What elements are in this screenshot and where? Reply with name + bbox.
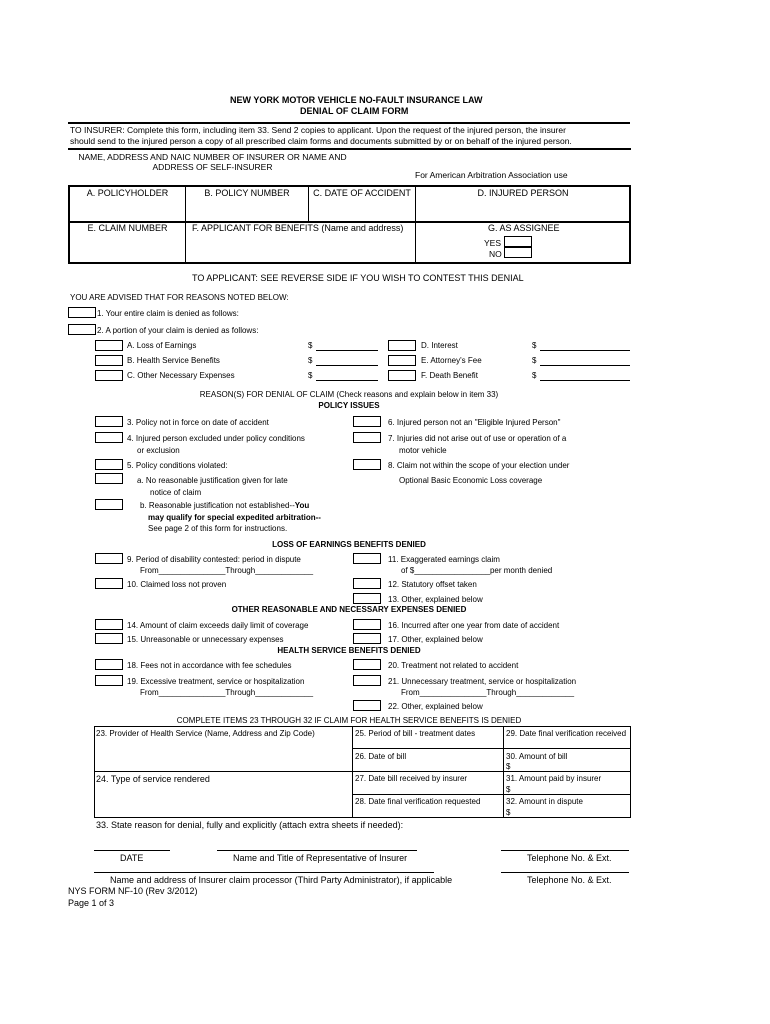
reason-5b-bold: You	[294, 501, 310, 510]
reason-8-label-2: Optional Basic Economic Loss coverage	[399, 476, 543, 485]
amount-in-dispute-field[interactable]: 32. Amount in dispute	[506, 797, 583, 806]
reason-5a-checkbox[interactable]	[95, 473, 123, 484]
form-subtitle: DENIAL OF CLAIM FORM	[300, 106, 409, 116]
reason-19-label: 19. Excessive treatment, service or hospitalization	[127, 677, 305, 686]
reason-5b-label	[140, 501, 309, 510]
telephone-label: Telephone No. & Ext.	[527, 853, 612, 863]
reason-5-label: 5. Policy conditions violated:	[127, 461, 228, 470]
page-number: Page 1 of 3	[68, 898, 115, 908]
policy-issues-heading: POLICY ISSUES	[318, 401, 380, 410]
grid-col	[415, 185, 416, 221]
reason-20-label: 20. Treatment not related to accident	[388, 661, 519, 670]
reason-12-checkbox[interactable]	[353, 578, 381, 589]
reason-22-checkbox[interactable]	[353, 700, 381, 711]
amount-line[interactable]	[316, 380, 378, 381]
reason-5b-text: b. Reasonable justification not established--	[140, 501, 295, 510]
complete-items-heading: COMPLETE ITEMS 23 THROUGH 32 IF CLAIM FOR HEALTH SERVICE BENEFITS IS DENIED	[176, 716, 522, 725]
reason-21-period[interactable]: From_______________Through_____________	[401, 688, 575, 697]
dollar-sign: $	[532, 341, 537, 350]
reason-6-label: 6. Injured person not an "Eligible Injured Person"	[388, 418, 561, 427]
reason-5a-label-2: notice of claim	[150, 488, 202, 497]
reason-14-label: 14. Amount of claim exceeds daily limit of coverage	[127, 621, 309, 630]
dollar-sign: $	[532, 371, 537, 380]
dollar-sign: $	[532, 356, 537, 365]
dollar-sign: $	[308, 341, 313, 350]
reason-16-checkbox[interactable]	[353, 619, 381, 630]
amount-line[interactable]	[316, 350, 378, 351]
amount-line[interactable]	[540, 365, 630, 366]
assignee-yes-checkbox[interactable]	[504, 236, 532, 247]
type-of-service-field[interactable]: 24. Type of service rendered	[96, 774, 210, 784]
tpa-telephone-label: Telephone No. & Ext.	[527, 875, 612, 885]
reason-5-checkbox[interactable]	[95, 459, 123, 470]
reason-14-checkbox[interactable]	[95, 619, 123, 630]
death-benefit-label: F. Death Benefit	[421, 371, 478, 380]
death-benefit-checkbox[interactable]	[388, 370, 416, 381]
insurer-instructions-2: should send to the injured person a copy of all prescribed claim forms and documents submitted by or on behalf of the injured person.	[70, 136, 572, 146]
reason-18-checkbox[interactable]	[95, 659, 123, 670]
reasons-heading: REASON(S) FOR DENIAL OF CLAIM (Check reasons and explain below in item 33)	[199, 390, 499, 399]
table-row-line	[352, 748, 631, 749]
reason-3-checkbox[interactable]	[95, 416, 123, 427]
assignee-label: G. AS ASSIGNEE	[488, 223, 560, 233]
reason-15-label: 15. Unreasonable or unnecessary expenses	[127, 635, 284, 644]
attorney-fee-label: E. Attorney's Fee	[421, 356, 482, 365]
reason-11-checkbox[interactable]	[353, 553, 381, 564]
grid-col	[185, 221, 186, 264]
injured-person-field[interactable]: D. INJURED PERSON	[477, 188, 569, 198]
reason-20-checkbox[interactable]	[353, 659, 381, 670]
reason-18-label: 18. Fees not in accordance with fee schedules	[127, 661, 292, 670]
insurer-label-line1: NAME, ADDRESS AND NAIC NUMBER OF INSURER OR NAME AND	[78, 152, 347, 162]
divider	[68, 122, 630, 124]
reason-13-checkbox[interactable]	[353, 593, 381, 604]
form-number: NYS FORM NF-10 (Rev 3/2012)	[68, 886, 198, 896]
provider-field[interactable]: 23. Provider of Health Service (Name, Address and Zip Code)	[96, 729, 315, 738]
portion-claim-label: 2. A portion of your claim is denied as follows:	[97, 326, 259, 335]
reason-6-checkbox[interactable]	[353, 416, 381, 427]
reason-8-label: 8. Claim not within the scope of your election under	[388, 461, 570, 470]
loss-earnings-heading: LOSS OF EARNINGS BENEFITS DENIED	[272, 540, 426, 549]
reason-9-label: 9. Period of disability contested: period in dispute	[127, 555, 301, 564]
grid-col	[415, 221, 416, 264]
reason-13-label: 13. Other, explained below	[388, 595, 483, 604]
verification-received-field[interactable]: 29. Date final verification received	[506, 729, 627, 738]
loss-of-earnings-label: A. Loss of Earnings	[127, 341, 197, 350]
reason-8-checkbox[interactable]	[353, 459, 381, 470]
reason-7-checkbox[interactable]	[353, 432, 381, 443]
verification-requested-field[interactable]: 28. Date final verification requested	[355, 797, 481, 806]
reason-22-label: 22. Other, explained below	[388, 702, 483, 711]
applicant-field[interactable]: F. APPLICANT FOR BENEFITS (Name and address)	[192, 223, 404, 233]
reason-17-checkbox[interactable]	[353, 633, 381, 644]
no-label: NO	[489, 249, 502, 259]
amount-line[interactable]	[540, 380, 630, 381]
other-expenses-heading: OTHER REASONABLE AND NECESSARY EXPENSES DENIED	[231, 605, 467, 614]
reason-11-amount[interactable]: of $_________________per month denied	[401, 566, 553, 575]
insurer-label	[70, 152, 355, 172]
reason-5b-label-2: may qualify for special expedited arbitration--	[148, 513, 321, 522]
policy-number-field[interactable]: B. POLICY NUMBER	[204, 188, 290, 198]
reason-5b-checkbox[interactable]	[95, 499, 123, 510]
form-title: NEW YORK MOTOR VEHICLE NO-FAULT INSURANCE LAW	[230, 95, 483, 105]
date-of-bill-field[interactable]: 26. Date of bill	[355, 752, 407, 761]
yes-label: YES	[484, 238, 502, 248]
telephone-line[interactable]	[501, 850, 629, 851]
reason-15-checkbox[interactable]	[95, 633, 123, 644]
reason-10-checkbox[interactable]	[95, 578, 123, 589]
date-line[interactable]	[94, 850, 170, 851]
date-of-accident-field[interactable]: C. DATE OF ACCIDENT	[313, 188, 411, 198]
reason-10-label: 10. Claimed loss not proven	[127, 580, 227, 589]
dollar-sign: $	[308, 356, 313, 365]
reason-3-label: 3. Policy not in force on date of accident	[127, 418, 269, 427]
table-row-line	[352, 771, 631, 772]
reason-9-checkbox[interactable]	[95, 553, 123, 564]
period-of-bill-field[interactable]: 25. Period of bill - treatment dates	[355, 729, 476, 738]
other-expenses-checkbox[interactable]	[95, 370, 123, 381]
dollar-sign: $	[506, 808, 511, 817]
reason-12-label: 12. Statutory offset taken	[388, 580, 477, 589]
reason-16-label: 16. Incurred after one year from date of accident	[388, 621, 560, 630]
table-col	[503, 726, 504, 818]
table-row-line	[94, 771, 352, 772]
amount-line[interactable]	[316, 365, 378, 366]
entire-claim-checkbox[interactable]	[68, 307, 96, 318]
reason-21-checkbox[interactable]	[353, 675, 381, 686]
insurer-label-line2: ADDRESS OF SELF-INSURER	[152, 162, 273, 172]
tpa-telephone-line[interactable]	[501, 872, 629, 873]
reason-5b-label-3: See page 2 of this form for instructions.	[148, 524, 288, 533]
health-service-heading: HEALTH SERVICE BENEFITS DENIED	[277, 646, 421, 655]
reason-4-checkbox[interactable]	[95, 432, 123, 443]
reason-4-label: 4. Injured person excluded under policy conditions	[127, 434, 305, 443]
reason-11-label: 11. Exaggerated earnings claim	[388, 555, 500, 564]
reason-33-label[interactable]: 33. State reason for denial, fully and explicitly (attach extra sheets if needed):	[96, 820, 404, 830]
date-received-field[interactable]: 27. Date bill received by insurer	[355, 774, 468, 783]
policyholder-field[interactable]: A. POLICYHOLDER	[86, 188, 169, 198]
health-service-label: B. Health Service Benefits	[127, 356, 220, 365]
reason-9-period[interactable]: From_______________Through_____________	[140, 566, 314, 575]
amount-of-bill-field[interactable]: 30. Amount of bill	[506, 752, 568, 761]
representative-line[interactable]	[217, 850, 417, 851]
reason-19-checkbox[interactable]	[95, 675, 123, 686]
reason-19-period[interactable]: From_______________Through_____________	[140, 688, 314, 697]
reason-7-label: 7. Injuries did not arise out of use or operation of a	[388, 434, 567, 443]
date-label: DATE	[120, 853, 144, 863]
interest-label: D. Interest	[421, 341, 458, 350]
reason-4-label-2: or exclusion	[137, 446, 180, 455]
amount-line[interactable]	[540, 350, 630, 351]
advised-text: YOU ARE ADVISED THAT FOR REASONS NOTED BELOW:	[70, 293, 289, 302]
applicant-note: TO APPLICANT: SEE REVERSE SIDE IF YOU WISH TO CONTEST THIS DENIAL	[192, 273, 524, 283]
dollar-sign: $	[506, 762, 511, 771]
table-col	[352, 726, 353, 818]
health-service-checkbox[interactable]	[95, 355, 123, 366]
insurer-instructions: TO INSURER: Complete this form, including item 33. Send 2 copies to applicant. Upon the request of the injured person, the insurer	[70, 125, 566, 135]
tpa-line[interactable]	[94, 872, 434, 873]
reason-21-label: 21. Unnecessary treatment, service or hospitalization	[388, 677, 577, 686]
tpa-label: Name and address of Insurer claim processor (Third Party Administrator), if applicable	[110, 875, 453, 885]
grid-col	[185, 185, 186, 221]
other-expenses-label: C. Other Necessary Expenses	[127, 371, 235, 380]
attorney-fee-checkbox[interactable]	[388, 355, 416, 366]
grid-col	[308, 185, 309, 221]
reason-17-label: 17. Other, explained below	[388, 635, 483, 644]
aaa-use-label: For American Arbitration Association use	[415, 170, 568, 180]
table-row-line	[352, 794, 631, 795]
dollar-sign: $	[506, 785, 511, 794]
assignee-no-checkbox[interactable]	[504, 247, 532, 258]
amount-paid-field[interactable]: 31. Amount paid by insurer	[506, 774, 602, 783]
reason-5a-label: a. No reasonable justification given for late	[137, 476, 288, 485]
entire-claim-label: 1. Your entire claim is denied as follows:	[97, 309, 239, 318]
loss-of-earnings-checkbox[interactable]	[95, 340, 123, 351]
representative-label: Name and Title of Representative of Insurer	[233, 853, 408, 863]
reason-7-label-2: motor vehicle	[399, 446, 447, 455]
portion-claim-checkbox[interactable]	[68, 324, 96, 335]
claim-number-field[interactable]: E. CLAIM NUMBER	[87, 223, 168, 233]
interest-checkbox[interactable]	[388, 340, 416, 351]
dollar-sign: $	[308, 371, 313, 380]
